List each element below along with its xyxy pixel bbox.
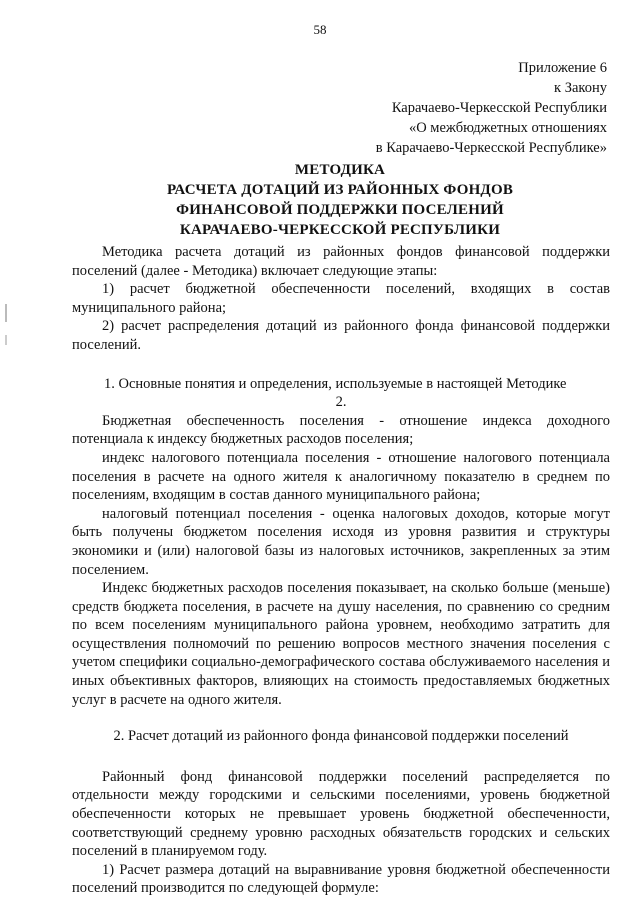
scan-margin-mark — [5, 335, 7, 345]
definition-paragraph: Бюджетная обеспеченность поселения - отношение индекса доходного потенциала к индексу бюджетных расходов поселения; — [72, 412, 610, 448]
definition-paragraph: индекс налогового потенциала поселения - отношение налогового потенциала поселения в расчете на одного жителя к аналогичному показателю в среднем по поселениям, входящим в состав данного муниципального района; — [72, 449, 610, 504]
appendix-line: Приложение 6 — [518, 60, 607, 76]
intro-paragraph: Методика расчета дотаций из районных фондов финансовой поддержки поселений (далее - Методика) включает следующие этапы: — [72, 244, 610, 279]
title-line: ФИНАНСОВОЙ ПОДДЕРЖКИ ПОСЕЛЕНИЙ — [176, 202, 504, 218]
section-1-heading: 1. Основные понятия и определения, используемые в настоящей Методике — [104, 375, 567, 392]
title-line: МЕТОДИКА — [294, 162, 386, 178]
appendix-line: «О межбюджетных отношениях — [408, 120, 607, 136]
scan-margin-mark — [5, 304, 7, 322]
document-title — [60, 160, 620, 240]
page-number: 58 — [313, 22, 327, 37]
fund-paragraph: Районный фонд финансовой поддержки поселений распределяется по отдельности между городскими и сельскими поселениями, уровень бюджетной обеспеченности которых не превышает уровень бюджетной обеспеченности, соответствующий среднему уровню расходных обязательств городских и сельских поселений в планируемом году. — [72, 768, 610, 860]
title-line: КАРАЧАЕВО-ЧЕРКЕССКОЙ РЕСПУБЛИКИ — [179, 222, 501, 238]
section-2-heading: 2. Расчет дотаций из районного фонда финансовой поддержки поселений — [113, 728, 569, 745]
title-line: РАСЧЕТА ДОТАЦИЙ ИЗ РАЙОННЫХ ФОНДОВ — [166, 182, 514, 198]
calculation-paragraph: 1) Расчет размера дотаций на выравнивание уровня бюджетной обеспеченности поселений производится по следующей формуле: — [72, 861, 610, 897]
definition-paragraph: Индекс бюджетных расходов поселения показывает, на сколько больше (меньше) средств бюджета поселения, в расчете на душу населения, по сравнению со средним по всем поселениям муниципального района уровнем, необходимо затратить для осуществления полномочий по решению вопросов местного значения поселения с учетом специфики социально-демографического состава обслуживаемого населения и иных объективных факторов, влияющих на стоимость предоставляемых бюджетных услуг в расчете на одного жителя. — [72, 580, 610, 708]
appendix-reference — [376, 58, 607, 158]
section-subnumber: 2. — [335, 394, 347, 411]
definition-paragraph: налоговый потенциал поселения - оценка налоговых доходов, которые могут быть получены бюджетом поселения исходя из уровня развития и структуры экономики и (или) налоговой базы из налоговых источников, закрепленных за этим поселением. — [72, 505, 610, 578]
appendix-line: к Закону — [554, 80, 607, 96]
appendix-line: Карачаево-Черкесской Республики — [391, 100, 607, 116]
appendix-line: в Карачаево-Черкесской Республике» — [375, 140, 607, 156]
stage-item-2: 2) расчет распределения дотаций из районного фонда финансовой поддержки поселений. — [72, 318, 610, 353]
stage-item-1: 1) расчет бюджетной обеспеченности поселений, входящих в состав муниципального района; — [72, 281, 610, 316]
document-body — [72, 243, 610, 898]
